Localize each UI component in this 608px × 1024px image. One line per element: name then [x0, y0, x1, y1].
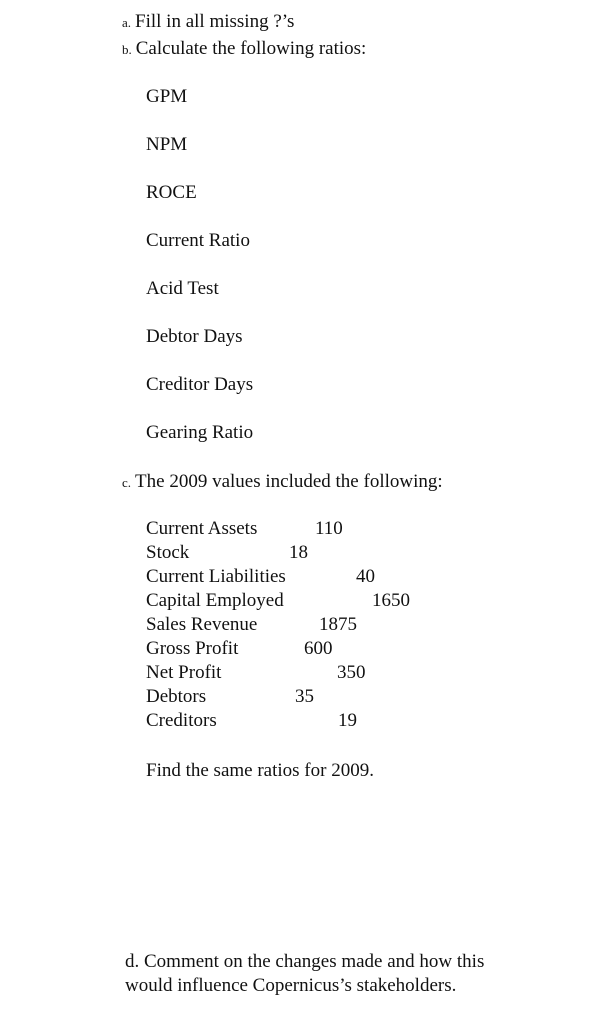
item-b-marker: b.: [122, 42, 132, 57]
item-c-marker: c.: [122, 475, 132, 490]
value-number: 40: [356, 566, 375, 587]
value-label: Gross Profit: [146, 638, 239, 659]
value-label: Current Assets: [146, 518, 258, 539]
item-c-text: The 2009 values included the following:: [135, 471, 443, 492]
item-c: [122, 471, 443, 494]
ratio-gearing-ratio: Gearing Ratio: [146, 422, 254, 443]
item-a-text: Fill in all missing ?’s: [135, 11, 295, 32]
ratio-debtor-days: Debtor Days: [146, 326, 243, 347]
value-label: Debtors: [146, 686, 207, 707]
ratio-current-ratio: Current Ratio: [146, 230, 250, 251]
ratio-npm: NPM: [146, 134, 188, 155]
item-a-marker: a.: [122, 15, 132, 30]
item-d-line1: d. Comment on the changes made and how this: [125, 951, 485, 972]
value-label: Stock: [146, 542, 190, 563]
value-number: 1650: [372, 590, 410, 611]
item-b: [122, 38, 366, 61]
value-number: 110: [315, 518, 343, 539]
value-number: 350: [337, 662, 366, 683]
value-number: 600: [304, 638, 333, 659]
value-label: Net Profit: [146, 662, 222, 683]
ratio-gpm: GPM: [146, 86, 188, 107]
item-b-text: Calculate the following ratios:: [135, 38, 367, 59]
ratio-roce: ROCE: [146, 182, 197, 203]
value-number: 1875: [319, 614, 357, 635]
value-label: Sales Revenue: [146, 614, 258, 635]
value-label: Capital Employed: [146, 590, 284, 611]
item-d-line2: would influence Copernicus’s stakeholders.: [125, 975, 457, 996]
value-number: 19: [338, 710, 357, 731]
item-a: [122, 11, 294, 34]
value-number: 18: [289, 542, 308, 563]
ratio-acid-test: Acid Test: [146, 278, 219, 299]
find-ratios-2009: Find the same ratios for 2009.: [146, 760, 374, 781]
value-number: 35: [295, 686, 314, 707]
value-label: Current Liabilities: [146, 566, 286, 587]
value-label: Creditors: [146, 710, 217, 731]
ratio-creditor-days: Creditor Days: [146, 374, 254, 395]
